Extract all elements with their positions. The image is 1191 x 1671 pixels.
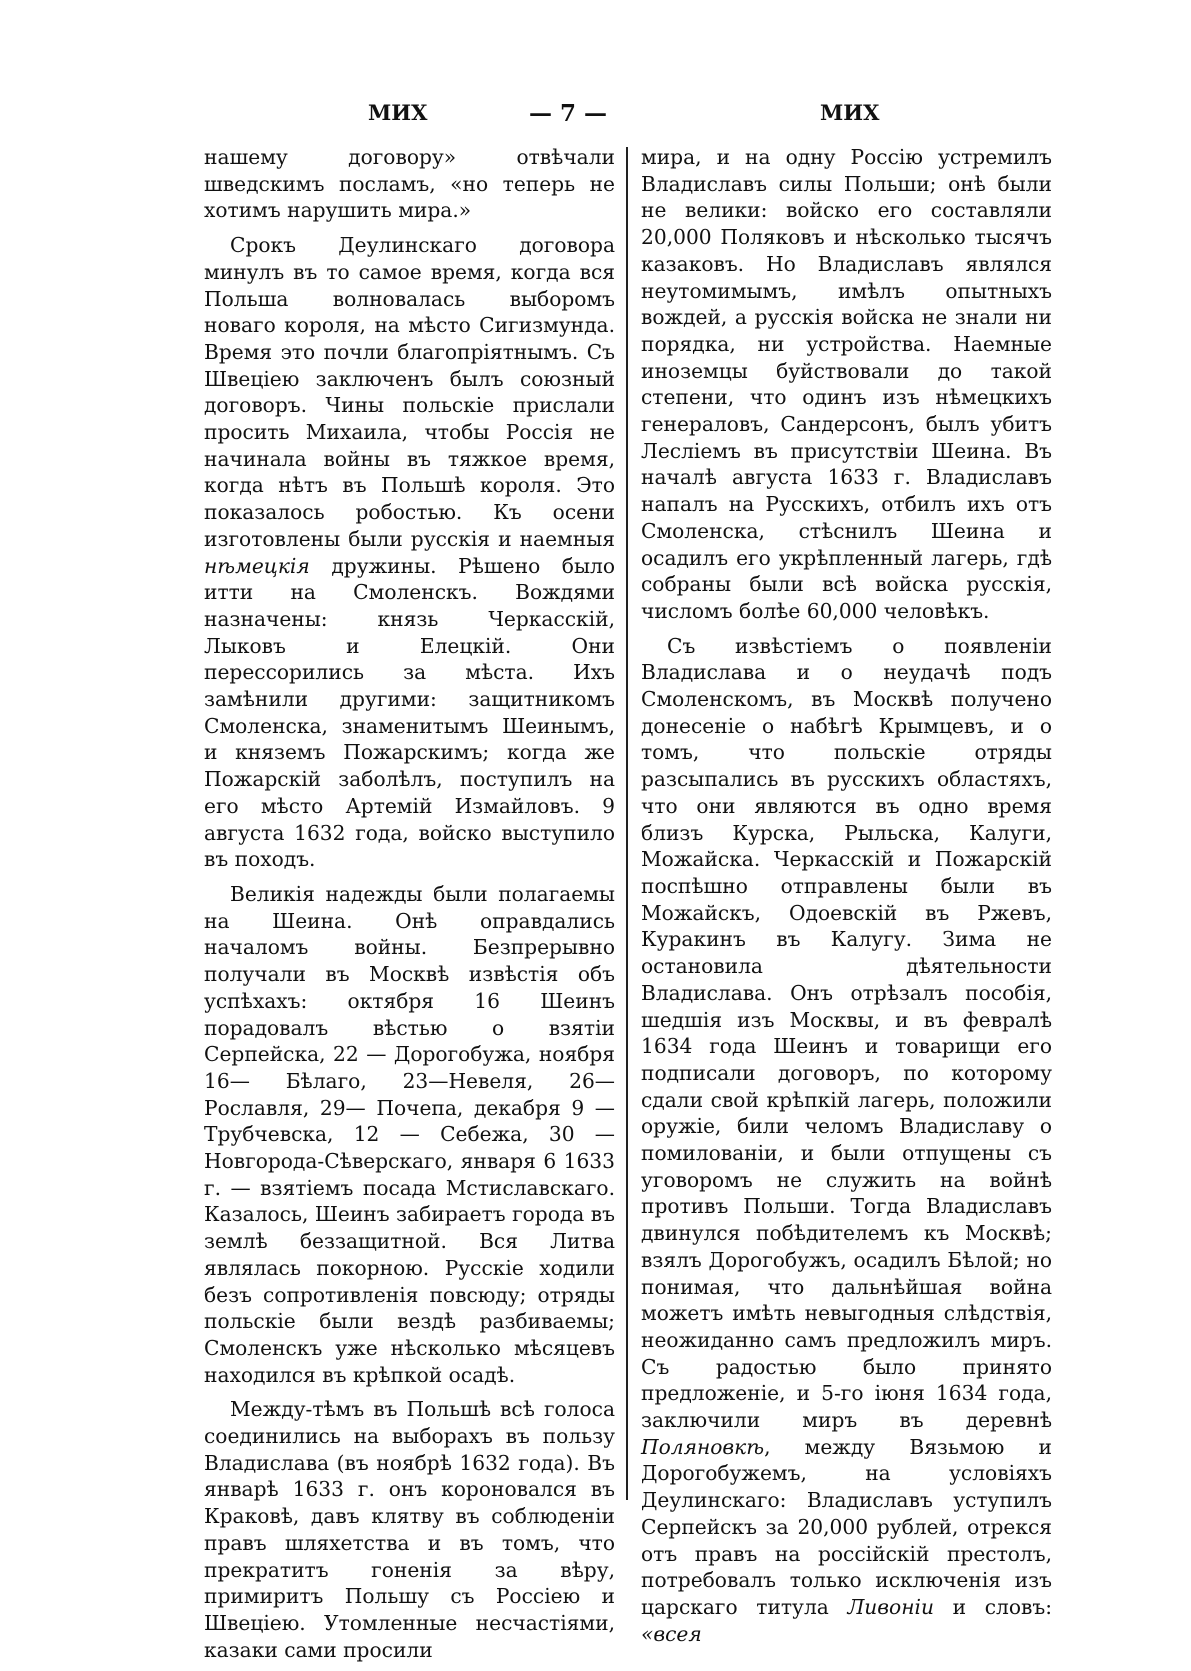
paragraph — [204, 232, 615, 873]
paragraph-text: Съ извѣстіемъ о появленіи Владислава и о неудачѣ подъ Смоленскомъ, въ Москвѣ получено донесеніе о набѣгѣ Крымцевъ, и о томъ, что польскіе отряды разсыпались въ русскихъ областяхъ, что они являются въ одно время близъ Курска, Рыльска, Калуги, Можайска. Черкасскій и Пожарскій поспѣшно отправлены были въ Можайскъ, Одоевскій въ Ржевъ, Куракинъ въ Калугу. Зима не остановила дѣятельности Владислава. Онъ отрѣзалъ пособія, шедшія изъ Москвы, и въ февралѣ 1634 года Шеинъ и товарищи его подписали договоръ, по которому сдали свой крѣпкій лагерь, положили оружіе, били челомъ Владиславу о помилованіи, и были отпущены съ уговоромъ не служить на войнѣ противъ Польши. Тогда Владиславъ двинулся побѣдителемъ къ Москвѣ; взялъ Дорогобужъ, осадилъ Бѣлой; но понимая, что дальнѣйшая война можетъ имѣть невыгодныя слѣдствія, неожиданно самъ предложилъ миръ. Съ радостью было принято предложеніе, и 5-го іюня 1634 года, заключили миръ въ деревнѣ — [641, 633, 1052, 1433]
page-number: — 7 — — [528, 100, 608, 127]
paragraph-text: дружины. Рѣшено было итти на Смоленскъ. Вождями назначены: князь Черкасскій, Лыковъ и Елецкій. Они перессорились за мѣста. Ихъ замѣнили другими: защитникомъ Смоленска, знаменитымъ Шеинымъ, и княземъ Пожарскимъ; когда же Пожарскій заболѣлъ, поступилъ на его мѣсто Артемій Измайловъ. 9 августа 1632 года, войско выступило въ походъ. — [204, 553, 616, 872]
paragraph: Великія надежды были полагаемы на Шеина. Онѣ оправдались началомъ войны. Безпрерывно получали въ Москвѣ извѣстія объ успѣхахъ: октября 16 Шеинъ порадовалъ вѣстью о взятіи Серпейска, 22 — Дорогобужа, ноября 16— Бѣлаго, 23—Невеля, 26—Рославля, 29— Почепа, декабря 9 — Трубчевска, 12 — Себежа, 30 — Новгорода-Сѣверскаго, января 6 1633 г. — взятіемъ посада Мстиславскаго. Казалось, Шеинъ забираетъ города въ землѣ беззащитной. Вся Литва являлась покорною. Русскіе ходили безъ сопротивленія повсюду; отряды польскіе были вездѣ разбиваемы; Смоленскъ уже нѣсколько мѣсяцевъ находился въ крѣпкой осадѣ. — [204, 881, 615, 1387]
right-column — [641, 144, 1052, 1655]
paragraph: Между-тѣмъ въ Польшѣ всѣ голоса соединились на выборахъ въ пользу Владислава (въ ноябрѣ 1632 года). Въ январѣ 1633 г. онъ короновался въ Краковѣ, давъ клятву въ соблюденіи правъ шляхетства и въ томъ, что прекратитъ гоненія за вѣру, примиритъ Польшу съ Россіею и Швеціею. Утомленные несчастіями, казаки сами просили — [204, 1397, 615, 1662]
italic-word: «всея — [641, 1621, 702, 1646]
header-right-word: МИХ — [820, 100, 880, 125]
paragraph — [641, 633, 1052, 1648]
paragraph: нашему договору» отвѣчали шведскимъ посламъ, «но теперь не хотимъ нарушить мира.» — [204, 145, 615, 223]
italic-word: нѣмецкія — [204, 553, 310, 578]
header-left-word: МИХ — [368, 100, 428, 125]
paragraph-text: и словъ: — [952, 1594, 1052, 1619]
italic-word: Ливоніи — [847, 1594, 934, 1619]
paragraph-text: , между Вязьмою и Дорогобужемъ, на условіяхъ Деулинскаго: Владиславъ уступилъ Серпейскъ за 20,000 рублей, отрекся отъ правъ на россійскій престолъ, потребовалъ только исключенія изъ царскаго титула — [641, 1434, 1052, 1619]
paragraph-text: Срокъ Деулинскаго договора минулъ въ то самое время, когда вся Польша волновалась выборомъ новаго короля, на мѣсто Сигизмунда. Время это почли благопріятнымъ. Съ Швеціею заключенъ былъ союзный договоръ. Чины польскіе прислали просить Михаила, чтобы Россія не начинала войны въ тяжкое время, когда нѣтъ въ Польшѣ короля. Это показалось робостью. Къ осени изготовлены были русскія и наемныя — [204, 233, 615, 551]
left-column — [204, 144, 615, 1671]
italic-word: Поляновкѣ — [641, 1434, 765, 1459]
paragraph: мира, и на одну Россію устремилъ Владиславъ силы Польши; онѣ были не велики: войско его составляли 20,000 Поляковъ и нѣсколько тысячъ казаковъ. Но Владиславъ являлся неутомимымъ, имѣлъ опытныхъ вождей, а русскія войска не знали ни порядка, ни устройства. Наемные иноземцы буйствовали до такой степени, что одинъ изъ нѣмецкихъ генераловъ, Сандерсонъ, былъ убитъ Леслiемъ въ присутствіи Шеина. Въ началѣ августа 1633 г. Владиславъ напалъ на Русскихъ, отбилъ ихъ отъ Смоленска, стѣснилъ Шеина и осадилъ его укрѣпленный лагерь, гдѣ собраны были всѣ войска русскія, числомъ болѣе 60,000 человѣкъ. — [641, 145, 1052, 623]
column-divider — [626, 147, 628, 1500]
running-head — [200, 100, 878, 134]
